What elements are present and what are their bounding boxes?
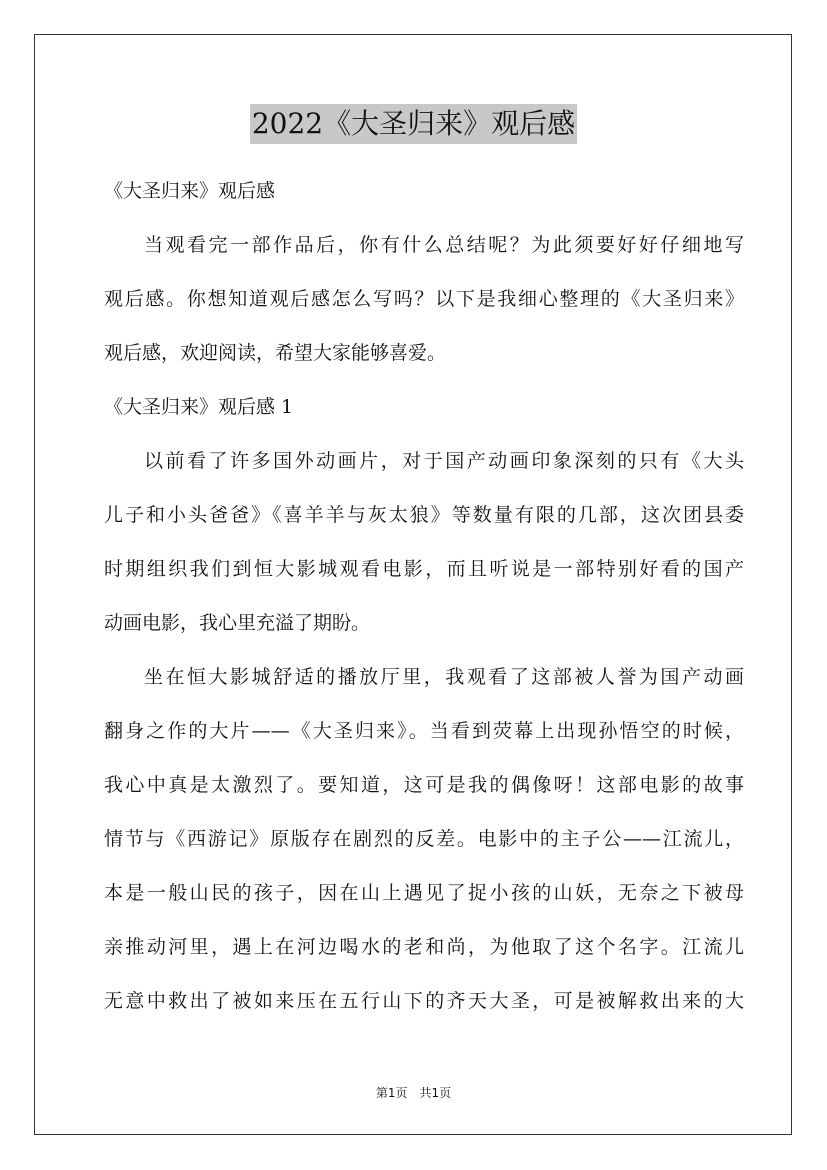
paragraph-2 [104, 650, 744, 1028]
paragraph-line: 情节与《西游记》原版存在剧烈的反差。电影中的主子公——江流儿， [104, 828, 744, 850]
section-heading: 《大圣归来》观后感 1 [104, 396, 294, 418]
paragraph-line: 坐在恒大影城舒适的播放厅里，我观看了这部被人誉为国产动画 [144, 666, 744, 688]
paragraph-line: 动画电影，我心里充溢了期盼。 [104, 612, 371, 634]
document-title [0, 103, 827, 144]
paragraph-line: 无意中救出了被如来压在五行山下的齐天大圣，可是被解救出来的大 [104, 990, 744, 1012]
document-body [104, 164, 744, 1028]
paragraph-line: 我心中真是太激烈了。要知道，这可是我的偶像呀！这部电影的故事 [104, 774, 744, 796]
paragraph-line: 时期组织我们到恒大影城观看电影，而且听说是一部特别好看的国产 [104, 558, 744, 580]
paragraph-1 [104, 434, 744, 650]
paragraph-line: 本是一般山民的孩子，因在山上遇见了捉小孩的山妖，无奈之下被母 [104, 882, 744, 904]
paragraph-line: 观后感，欢迎阅读，希望大家能够喜爱。 [104, 342, 447, 364]
intro-paragraph [104, 218, 744, 380]
page-number: 第1页 共1页 [375, 1086, 452, 1100]
paragraph-line: 翻身之作的大片——《大圣归来》。当看到荧幕上出现孙悟空的时候， [104, 720, 744, 742]
subtitle: 《大圣归来》观后感 [104, 180, 276, 202]
paragraph-line: 观后感。你想知道观后感怎么写吗？以下是我细心整理的《大圣归来》 [104, 288, 744, 310]
paragraph-line: 当观看完一部作品后，你有什么总结呢？为此须要好好仔细地写 [144, 234, 744, 256]
paragraph-line: 亲推动河里，遇上在河边喝水的老和尚，为他取了这个名字。江流儿 [104, 936, 744, 958]
page-footer [0, 1084, 827, 1101]
document-title-text: 2022《大圣归来》观后感 [250, 104, 577, 144]
paragraph-line: 以前看了许多国外动画片，对于国产动画印象深刻的只有《大头 [144, 450, 744, 472]
paragraph-line: 儿子和小头爸爸》《喜羊羊与灰太狼》等数量有限的几部，这次团县委 [104, 504, 744, 526]
